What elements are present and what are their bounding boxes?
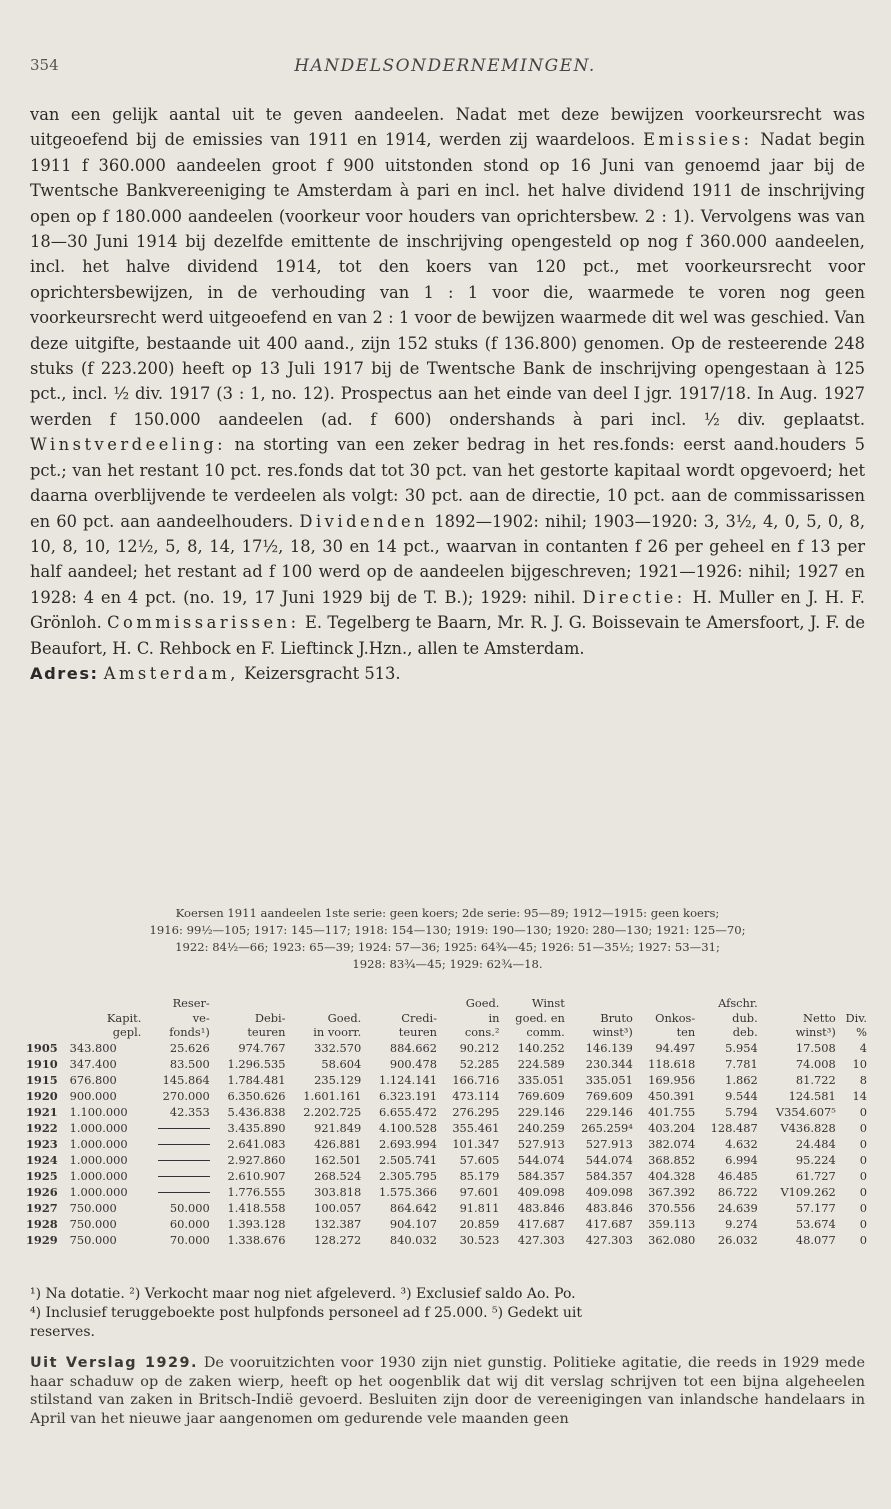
column-header (68, 996, 144, 1011)
table-cell: 864.642 (389, 1200, 437, 1215)
table-cell: 5.436.838 (227, 1104, 286, 1119)
paragraph-part-1: van een gelijk aantal uit te geven aandeelen. Nadat met deze bewijzen voorkeursrecht was uitgeoefend bij de emissies van 1911 en 1914, werden zij waardeloos. (30, 105, 865, 150)
price-line-1: Koersen 1911 aandeelen 1ste serie: geen koers; 2de serie: 95—89; 1912—1915: geen koers; (175, 906, 720, 920)
financial-table (24, 996, 869, 1248)
table-cell: 48.077 (795, 1232, 836, 1247)
column-header: Debi- (254, 1010, 286, 1025)
table-header-row (24, 1011, 869, 1026)
table-cell: 229.146 (517, 1104, 565, 1119)
table-cell: 417.687 (517, 1216, 565, 1231)
table-row (24, 1168, 869, 1184)
address-line (30, 661, 865, 686)
table-cell: 224.589 (517, 1056, 565, 1071)
table-cell: 359.113 (648, 1216, 696, 1231)
table-cell: 884.662 (389, 1040, 437, 1055)
table-cell: 85.179 (459, 1168, 500, 1183)
column-header: comm. (526, 1025, 565, 1039)
table-cell: 268.524 (314, 1168, 362, 1183)
table-cell: 6.994 (725, 1152, 758, 1167)
table-cell: 362.080 (648, 1232, 696, 1247)
table-cell: 30.523 (459, 1232, 500, 1247)
table-cell: V109.262 (780, 1184, 836, 1199)
table-cell: 1.393.128 (227, 1216, 286, 1231)
column-header: fonds¹) (169, 1025, 210, 1039)
column-header: cons.² (464, 1025, 500, 1039)
table-cell: 86.722 (717, 1184, 758, 1199)
table-cell: 840.032 (389, 1232, 437, 1247)
table-cell: 0 (859, 1152, 867, 1167)
main-paragraph (30, 102, 865, 661)
year-cell: 1929 (26, 1232, 58, 1247)
report-label: Uit Verslag 1929. (30, 1355, 198, 1371)
table-cell: 427.303 (517, 1232, 565, 1247)
column-header: teuren (398, 1025, 437, 1039)
table-cell: 95.224 (795, 1152, 836, 1167)
column-header: Onkos- (655, 1010, 696, 1025)
column-header: Div. (845, 1010, 867, 1025)
table-cell: 426.881 (314, 1136, 362, 1151)
table-cell: 0 (859, 1232, 867, 1247)
table-cell: 70.000 (169, 1232, 210, 1247)
table-cell: 1.296.535 (227, 1056, 286, 1071)
table-row (24, 1120, 869, 1136)
table-cell: 5.794 (725, 1104, 758, 1119)
table-cell: 0 (859, 1136, 867, 1151)
table-row (24, 1232, 869, 1248)
table-cell: 81.722 (795, 1072, 836, 1087)
directie-label: Directie: (582, 587, 686, 607)
table-cell: 368.852 (648, 1152, 696, 1167)
table-cell: 1.000.000 (69, 1136, 128, 1151)
table-cell: 124.581 (788, 1088, 836, 1103)
year-cell: 1924 (26, 1152, 58, 1167)
column-header: Reser- (172, 996, 210, 1010)
table-cell: 1.000.000 (69, 1184, 128, 1199)
table-cell: 1.100.000 (69, 1104, 128, 1119)
table-cell: 97.601 (459, 1184, 500, 1199)
table-cell: 10 (852, 1056, 867, 1071)
year-cell: 1925 (26, 1168, 58, 1183)
table-cell: 409.098 (585, 1184, 633, 1199)
table-cell: 2.202.725 (303, 1104, 362, 1119)
column-header (212, 996, 288, 1011)
column-header: deb. (732, 1025, 758, 1039)
table-cell: 1.862 (725, 1072, 758, 1087)
table-cell: 1.601.161 (303, 1088, 362, 1103)
table-cell: 544.074 (517, 1152, 565, 1167)
table-cell: 2.505.741 (379, 1152, 437, 1167)
footnotes (30, 1285, 865, 1342)
price-line-2: 1916: 99½—105; 1917: 145—117; 1918: 154—130; 1919: 190—130; 1920: 280—130; 1921: 125—70; (149, 923, 746, 937)
column-header: dub. (732, 1010, 758, 1025)
table-cell: 42.353 (169, 1104, 210, 1119)
paragraph-part-3: na storting van een zeker bedrag in het res.fonds: eerst aand.houders 5 pct.; van het restant 10 pct. res.fonds dat tot 30 pct. van het gestorte kapitaal wordt opgevoerd; het daarna overblijvende te verdeelen als volgt: 30 pct. aan de directie, 10 pct. aan de commissarissen en 60 pct. aan aandeelhouders. (30, 435, 865, 531)
table-cell: 230.344 (585, 1056, 633, 1071)
company-description (30, 102, 865, 686)
table-cell: 769.609 (585, 1088, 633, 1103)
table-cell: 7.781 (725, 1056, 758, 1071)
table-cell (143, 1152, 211, 1168)
table-cell: 544.074 (585, 1152, 633, 1167)
table-cell: 74.008 (795, 1056, 836, 1071)
table-cell: 101.347 (452, 1136, 500, 1151)
table-cell: 904.107 (389, 1216, 437, 1231)
table-cell: 427.303 (585, 1232, 633, 1247)
table-cell: 14 (852, 1088, 867, 1103)
table-cell: 450.391 (648, 1088, 696, 1103)
table-cell: 145.864 (162, 1072, 210, 1087)
table-cell: 921.849 (314, 1120, 362, 1135)
table-cell: 140.252 (517, 1040, 565, 1055)
table-cell: 0 (859, 1200, 867, 1215)
table-row (24, 1152, 869, 1168)
table-cell: 527.913 (585, 1136, 633, 1151)
paragraph-part-6: E. Tegelberg te Baarn, Mr. R. J. G. Boissevain te Amersfoort, J. F. de Beaufort, H. C. Rehbock en F. Lieftinck J.Hzn., allen te Amsterdam. (30, 613, 865, 658)
year-cell: 1920 (26, 1088, 58, 1103)
dash-rule (158, 1192, 210, 1193)
table-cell: 2.610.907 (227, 1168, 286, 1183)
table-cell: 343.800 (69, 1040, 117, 1055)
report-text: De vooruitzichten voor 1930 zijn niet gunstig. Politieke agitatie, die reeds in 1929 mede haar schaduw op de zaken wierp, heeft op het oogenblik dat wij dit verslag schrijven tot een bijna algeheelen stilstand van zaken in Britsch-Indië gevoerd. Besluiten zijn door de vereenigingen van inlandsche handelaars in April van het nieuwe jaar aangenomen om gedurende vele maanden geen (30, 1355, 865, 1427)
price-line-4: 1928: 83¾—45; 1929: 62¾—18. (352, 957, 543, 971)
table-cell: 265.259⁴ (581, 1120, 633, 1135)
table-cell: 401.755 (648, 1104, 696, 1119)
table-cell: 166.716 (452, 1072, 500, 1087)
table-cell: 1.418.558 (227, 1200, 286, 1215)
table-cell: 270.000 (162, 1088, 210, 1103)
table-cell: 0 (859, 1120, 867, 1135)
table-header-row (24, 996, 869, 1011)
dash-rule (158, 1144, 210, 1145)
table-cell: 60.000 (169, 1216, 210, 1231)
year-cell: 1910 (26, 1056, 58, 1071)
table-cell: 90.212 (459, 1040, 500, 1055)
year-cell: 1926 (26, 1184, 58, 1199)
table-cell (143, 1136, 211, 1152)
paragraph-part-5: H. Muller en J. H. F. Grönloh. (30, 587, 865, 633)
table-cell: 8 (859, 1072, 867, 1087)
table-cell: 2.927.860 (227, 1152, 286, 1167)
address-label: Adres: (30, 663, 99, 683)
column-header: Goed. (465, 996, 500, 1010)
column-header: in (488, 1010, 500, 1025)
table-cell: 235.129 (314, 1072, 362, 1087)
column-header: in voorr. (313, 1025, 362, 1039)
paragraph-part-2: Nadat begin 1911 f 360.000 aandeelen groot f 900 uitstonden stond op 16 Juni van genoemd jaar bij de Twentsche Bankvereeniging te Amsterdam à pari en incl. het halve dividend 1911 de inschrijving open op f 180.000 aandeelen (voorkeur voor houders van oprichtersbew. 2 : 1). Vervolgens was van 18—30 Juni 1914 bij dezelfde emittente de inschrijving opengesteld op nog f 360.000 aandeelen, incl. het halve dividend 1914, tot den koers van 120 pct., met voorkeursrecht voor oprichtersbewijzen, in de verhouding van 1 : 1 voor die, waarmede te voren nog geen voorkeursrecht werd uitgeoefend en van 2 : 1 voor de bewijzen waarmede dit wel was geschied. Van deze uitgifte, bestaande uit 400 aand., zijn 152 stuks (f 136.800) genomen. Op de resteerende 248 stuks (f 223.200) heeft op 13 Juli 1917 bij de Twentsche Bank de inschrijving opengestaan à 125 pct., incl. ½ div. 1917 (3 : 1, no. 12). Prospectus aan het einde van deel I jgr. 1917/18. In Aug. 1927 werden f 150.000 aandeelen (ad. f 600) ondershands à pari incl. ½ div. geplaatst. (30, 130, 865, 429)
table-cell: 61.727 (795, 1168, 836, 1183)
table-cell: 2.641.083 (227, 1136, 286, 1151)
table-cell: 370.556 (648, 1200, 696, 1215)
year-cell: 1923 (26, 1136, 58, 1151)
column-header: Kapit. (106, 1010, 142, 1025)
table-cell: 0 (859, 1184, 867, 1199)
table-cell (143, 1184, 211, 1200)
table-cell: 900.478 (389, 1056, 437, 1071)
table-cell: 83.500 (169, 1056, 210, 1071)
column-header (288, 996, 364, 1011)
table-cell: 750.000 (69, 1232, 117, 1247)
column-header: Afschr. (718, 996, 758, 1010)
table-cell: 527.913 (517, 1136, 565, 1151)
annual-report-excerpt (30, 1354, 865, 1428)
report-paragraph (30, 1354, 865, 1428)
table-cell: 132.387 (314, 1216, 362, 1231)
table-row (24, 1072, 869, 1088)
table-cell: 58.604 (321, 1056, 362, 1071)
footnote-line-1: ¹) Na dotatie. ²) Verkocht maar nog niet afgeleverd. ³) Exclusief saldo Ao. Po. (30, 1286, 576, 1302)
price-history (30, 905, 865, 973)
table-cell: 94.497 (655, 1040, 696, 1055)
table-cell: 169.956 (648, 1072, 696, 1087)
table-cell: 229.146 (585, 1104, 633, 1119)
column-header (838, 996, 869, 1011)
table-cell: 769.609 (517, 1088, 565, 1103)
address-street: Keizersgracht 513. (238, 663, 401, 683)
paragraph-part-4: 1892—1902: nihil; 1903—1920: 3, 3½, 4, 0, 5, 0, 8, 10, 8, 10, 12½, 5, 8, 14, 17½, 18, 30 en 14 pct., waarvan in contanten f 26 per geheel en f 13 per half aandeel; het restant ad f 100 werd op de aandeelen bijgeschreven; 1921—1926: nihil; 1927 en 1928: 4 en 4 pct. (no. 19, 17 Juni 1929 bij de T. B.); 1929: nihil. (30, 511, 865, 607)
table-header (24, 996, 869, 1040)
table-cell: 403.204 (648, 1120, 696, 1135)
table-cell (143, 1168, 211, 1184)
table-header-row (24, 1025, 869, 1040)
table-cell: 404.328 (648, 1168, 696, 1183)
column-header: winst³) (795, 1025, 836, 1039)
table-row (24, 1216, 869, 1232)
table-cell: 1.338.676 (227, 1232, 286, 1247)
table-cell: 367.392 (648, 1184, 696, 1199)
column-header: Goed. (327, 1010, 362, 1025)
table-cell: 57.177 (795, 1200, 836, 1215)
column-header (567, 996, 635, 1011)
table-cell: V354.607⁵ (775, 1104, 836, 1119)
table-cell: 6.655.472 (379, 1104, 437, 1119)
table-cell: 1.784.481 (227, 1072, 286, 1087)
table-cell: 91.811 (459, 1200, 500, 1215)
table-row (24, 1056, 869, 1072)
table-cell: 4 (859, 1040, 867, 1055)
year-cell: 1905 (26, 1040, 58, 1055)
commissarissen-label: Commissarissen: (107, 613, 300, 633)
table-cell: 750.000 (69, 1216, 117, 1231)
column-header: teuren (247, 1025, 286, 1039)
table-row (24, 1040, 869, 1056)
column-header (760, 996, 838, 1011)
table-cell: 0 (859, 1104, 867, 1119)
footnote-line-2: ⁴) Inclusief teruggeboekte post hulpfonds personeel ad f 25.000. ⁵) Gedekt uit (30, 1305, 582, 1321)
table-cell: 53.674 (795, 1216, 836, 1231)
table-cell: 335.051 (517, 1072, 565, 1087)
table-cell: 26.032 (717, 1232, 758, 1247)
year-cell: 1915 (26, 1072, 58, 1087)
table-cell: 24.484 (795, 1136, 836, 1151)
year-cell: 1921 (26, 1104, 58, 1119)
column-header: % (856, 1025, 867, 1039)
table-cell: 4.632 (725, 1136, 758, 1151)
table-cell: 100.057 (314, 1200, 362, 1215)
column-header: Credi- (401, 1010, 437, 1025)
table-cell: 1.124.141 (379, 1072, 437, 1087)
table-cell: 146.139 (585, 1040, 633, 1055)
table-cell: 303.818 (314, 1184, 362, 1199)
table-cell: 2.305.795 (379, 1168, 437, 1183)
table-cell: 347.400 (69, 1056, 117, 1071)
dash-rule (158, 1176, 210, 1177)
table-cell: 118.618 (648, 1056, 696, 1071)
column-header: winst³) (592, 1025, 633, 1039)
table-cell: 900.000 (69, 1088, 117, 1103)
table-cell: 0 (859, 1216, 867, 1231)
column-header (635, 996, 697, 1011)
table-cell: 483.846 (585, 1200, 633, 1215)
table-cell: 6.323.191 (379, 1088, 437, 1103)
table-cell: 1.575.366 (379, 1184, 437, 1199)
table-cell: 276.295 (452, 1104, 500, 1119)
column-header: gepl. (112, 1025, 142, 1039)
table-cell: 17.508 (795, 1040, 836, 1055)
table-cell: 473.114 (452, 1088, 500, 1103)
table-row (24, 1200, 869, 1216)
table-cell: 3.435.890 (227, 1120, 286, 1135)
table-cell: 57.605 (459, 1152, 500, 1167)
winstverdeeling-label: Winstverdeeling: (30, 435, 227, 455)
table-cell: 355.461 (452, 1120, 500, 1135)
price-line-3: 1922: 84½—66; 1923: 65—39; 1924: 57—36; 1925: 64¾—45; 1926: 51—35½; 1927: 53—31; (175, 940, 720, 954)
table-cell: 2.693.994 (379, 1136, 437, 1151)
table-cell: 332.570 (314, 1040, 362, 1055)
running-title: HANDELSONDERNEMINGEN. (294, 56, 596, 76)
table-row (24, 1104, 869, 1120)
dividenden-label: Dividenden (299, 511, 429, 531)
financial-data-table (24, 996, 869, 1248)
address-city: Amsterdam, (103, 663, 239, 683)
column-header (24, 1011, 68, 1026)
table-cell: 1.000.000 (69, 1152, 128, 1167)
table-cell: 382.074 (648, 1136, 696, 1151)
table-cell: 6.350.626 (227, 1088, 286, 1103)
table-cell: 335.051 (585, 1072, 633, 1087)
column-header: goed. en (515, 1010, 565, 1025)
table-cell: 974.767 (238, 1040, 286, 1055)
column-header: Bruto (600, 1010, 633, 1025)
table-row (24, 1184, 869, 1200)
page-number: 354 (30, 56, 59, 74)
year-cell: 1928 (26, 1216, 58, 1231)
table-cell: 0 (859, 1168, 867, 1183)
table-cell: 240.259 (517, 1120, 565, 1135)
year-cell: 1922 (26, 1120, 58, 1135)
table-cell: 1.776.555 (227, 1184, 286, 1199)
table-cell: 52.285 (459, 1056, 500, 1071)
dash-rule (158, 1128, 210, 1129)
column-header: ve- (192, 1010, 210, 1025)
emissies-label: Emissies: (643, 130, 753, 150)
table-cell: 50.000 (169, 1200, 210, 1215)
table-cell: 162.501 (314, 1152, 362, 1167)
table-cell: 1.000.000 (69, 1120, 128, 1135)
table-cell: 584.357 (517, 1168, 565, 1183)
footnote-line-3: reserves. (30, 1324, 95, 1340)
table-cell: 25.626 (169, 1040, 210, 1055)
table-cell: 417.687 (585, 1216, 633, 1231)
table-cell: 750.000 (69, 1200, 117, 1215)
table-row (24, 1136, 869, 1152)
page-header (30, 56, 860, 82)
dash-rule (158, 1160, 210, 1161)
column-header (24, 1025, 68, 1040)
table-body (24, 1040, 869, 1248)
table-row (24, 1088, 869, 1104)
table-cell: 24.639 (717, 1200, 758, 1215)
column-header: ten (676, 1025, 696, 1039)
table-cell: 676.800 (69, 1072, 117, 1087)
table-cell: 4.100.528 (379, 1120, 437, 1135)
table-cell: 584.357 (585, 1168, 633, 1183)
table-cell: 46.485 (717, 1168, 758, 1183)
table-cell: 128.272 (314, 1232, 362, 1247)
table-cell: 409.098 (517, 1184, 565, 1199)
table-cell: 483.846 (517, 1200, 565, 1215)
table-cell: V436.828 (780, 1120, 836, 1135)
table-cell: 20.859 (459, 1216, 500, 1231)
year-cell: 1927 (26, 1200, 58, 1215)
column-header (24, 996, 68, 1011)
table-cell: 1.000.000 (69, 1168, 128, 1183)
table-cell: 128.487 (710, 1120, 758, 1135)
table-cell (143, 1120, 211, 1136)
column-header: Netto (803, 1010, 836, 1025)
column-header (363, 996, 439, 1011)
table-cell: 5.954 (725, 1040, 758, 1055)
column-header: Winst (531, 996, 565, 1010)
table-cell: 9.274 (725, 1216, 758, 1231)
table-cell: 9.544 (725, 1088, 758, 1103)
